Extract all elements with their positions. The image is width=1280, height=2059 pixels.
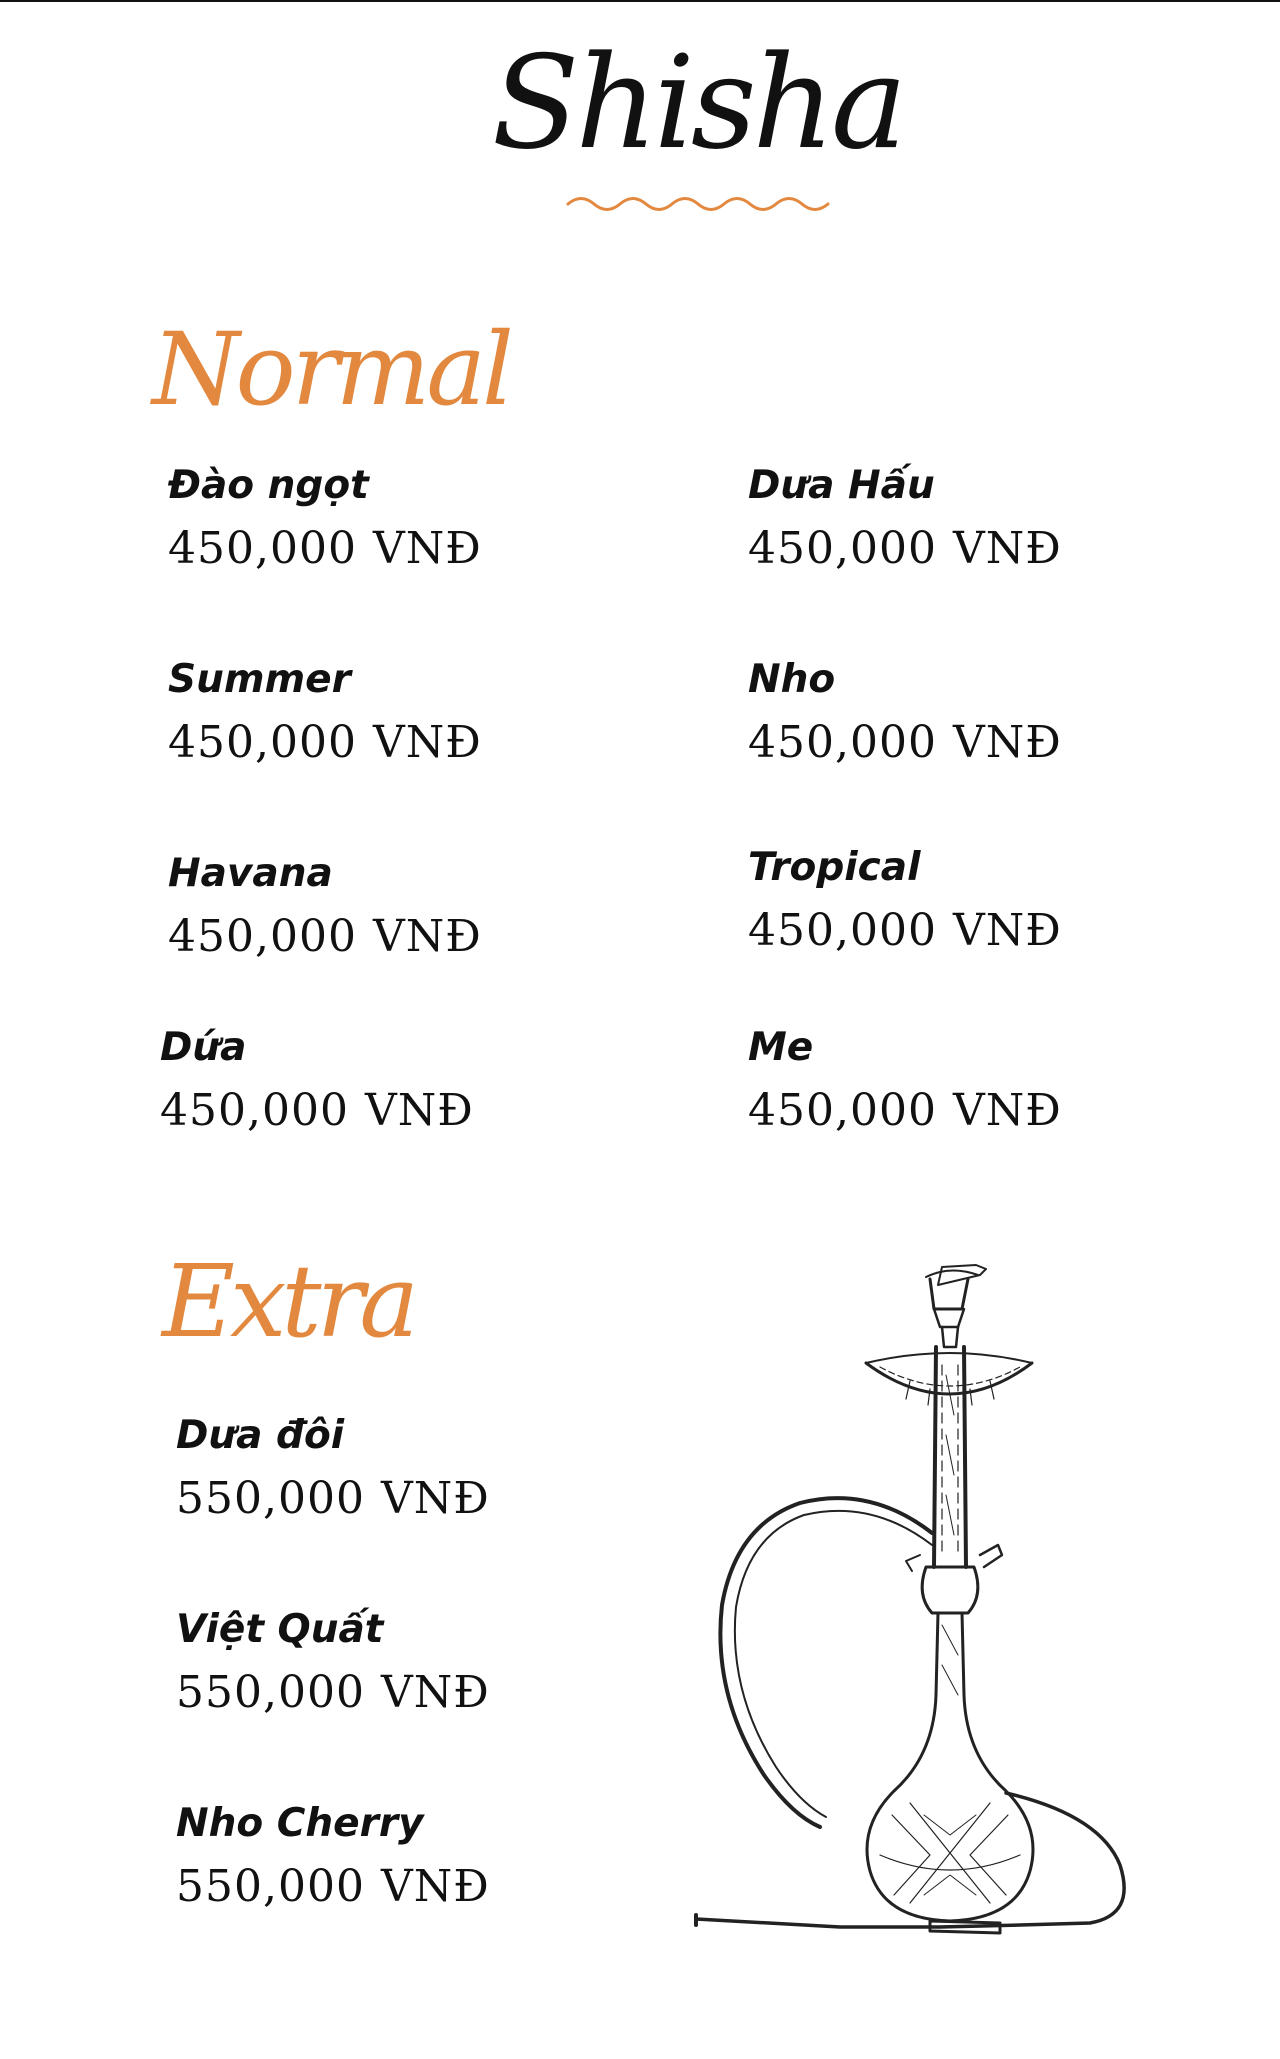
item-name: Tropical	[748, 845, 921, 890]
item-price: 450,000 VNĐ	[748, 717, 1062, 768]
item-name: Đào ngọt	[168, 463, 369, 508]
menu-item-dua	[160, 1025, 474, 1136]
item-price: 450,000 VNĐ	[168, 911, 482, 962]
item-price: 550,000 VNĐ	[176, 1473, 490, 1524]
hookah-illustration	[680, 1255, 1160, 1955]
item-name: Summer	[168, 657, 351, 702]
item-name: Dưa Hấu	[748, 463, 935, 508]
menu-item-me	[748, 1025, 1062, 1136]
title-wave-ornament	[566, 194, 836, 216]
item-price: 550,000 VNĐ	[176, 1861, 490, 1912]
menu-item-dao-ngot	[168, 463, 482, 574]
item-price: 450,000 VNĐ	[748, 1085, 1062, 1136]
menu-item-dua-hau	[748, 463, 1062, 574]
menu-item-havana	[168, 851, 482, 962]
item-name: Nho Cherry	[176, 1801, 424, 1846]
menu-item-dua-doi	[176, 1413, 490, 1524]
item-name: Nho	[748, 657, 836, 702]
item-price: 450,000 VNĐ	[168, 523, 482, 574]
menu-item-nho	[748, 657, 1062, 768]
menu-item-viet-quat	[176, 1607, 490, 1718]
item-price: 450,000 VNĐ	[160, 1085, 474, 1136]
menu-item-tropical	[748, 845, 1062, 956]
item-price: 450,000 VNĐ	[168, 717, 482, 768]
item-name: Me	[748, 1025, 814, 1070]
item-name: Việt Quất	[176, 1607, 384, 1652]
section-title-normal: Normal	[152, 311, 510, 428]
top-border	[0, 0, 1280, 2]
item-name: Havana	[168, 851, 333, 896]
page-title: Shisha	[491, 29, 904, 178]
item-name: Dưa đôi	[176, 1413, 345, 1458]
item-price: 450,000 VNĐ	[748, 523, 1062, 574]
menu-item-nho-cherry	[176, 1801, 490, 1912]
item-price: 450,000 VNĐ	[748, 905, 1062, 956]
menu-item-summer	[168, 657, 482, 768]
item-name: Dứa	[160, 1025, 247, 1070]
item-price: 550,000 VNĐ	[176, 1667, 490, 1718]
section-title-extra: Extra	[162, 1243, 415, 1360]
